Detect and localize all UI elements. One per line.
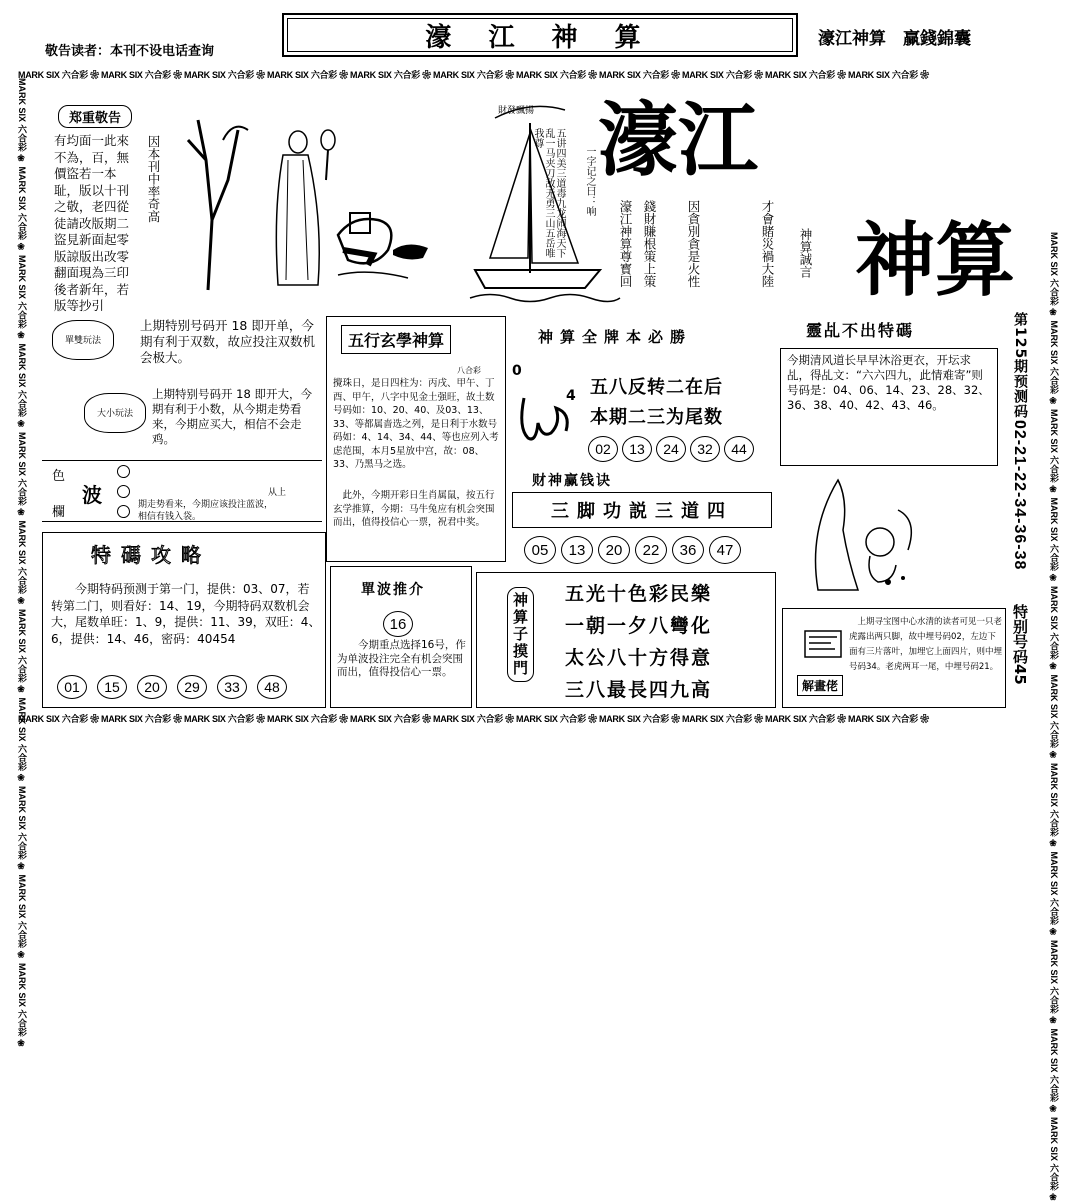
- wave-label-1: 色: [52, 469, 66, 484]
- reader-notice: 敬告读者：本刊不设电话查询: [45, 44, 215, 59]
- wealth-number: 05: [524, 536, 556, 564]
- tm-number: 15: [97, 675, 127, 699]
- wave-note-2: 期走势看来，今期应该投注蓝波，: [138, 500, 274, 510]
- wealth-god-verse-box: [512, 492, 772, 528]
- wealth-god-title: 财神赢钱诀: [532, 473, 612, 489]
- proverb-line-1: 五光十色彩民樂: [565, 583, 713, 605]
- tm-number: 48: [257, 675, 287, 699]
- tm-number: 01: [57, 675, 87, 699]
- tm-number: 33: [217, 675, 247, 699]
- boat-col4: 因貪別貪是火性: [686, 200, 701, 288]
- full-card-title: 神算全牌本必勝: [538, 328, 693, 346]
- single-wave-body: 今期重点选择16号，作为单波投注完全有机会突围而出，值得投信心一票。: [337, 639, 466, 678]
- masthead-inner: [287, 18, 793, 52]
- spirit-body-box: [780, 348, 998, 466]
- big-logo-left: 濠江: [598, 93, 758, 187]
- big-small-label: 大小玩法: [84, 393, 146, 433]
- left-strip: MARK SIX 六合彩 ❀ MARK SIX 六合彩 ❀ MARK SIX 六合彩 ❀ MARK SIX 六合彩 ❀ MARK SIX 六合彩 ❀ MARK SIX 六合彩 ❀ MARK SIX 六合彩 ❀ MARK SIX 六合彩 ❀ MARK SIX 六合彩 ❀ MARK SIX 六合彩 ❀ MARK SIX 六合彩 ❀: [17, 78, 27, 1050]
- wave-note-1: 从上: [268, 488, 287, 498]
- tm-number: 29: [177, 675, 207, 699]
- solemn-notice-title: 郑重敬告: [58, 105, 132, 128]
- forecast-codes: 02-21-22-34-36-38: [1011, 420, 1028, 571]
- proverbs-label: 神算子摸門: [507, 587, 534, 682]
- full-card-line-1: 五八反转二在后: [590, 377, 723, 398]
- boat-col5: 才會賭災禍大陸: [760, 200, 775, 288]
- single-double-text: 上期特别号码开 18 即开单，今期有利于双数，故应投注双数机会极大。: [140, 318, 316, 365]
- color-wave-panel: [42, 460, 322, 522]
- single-double-panel: [42, 318, 322, 380]
- five-elements-body2: 此外，今期开彩日生肖属鼠，按五行玄学推算，今期：马牛兔应有机会突围而出，值得投信心一票，祝君中奖。: [333, 490, 495, 528]
- wave-circle-1: [117, 465, 130, 478]
- boat-col2: 濠江神算尊寳回: [618, 200, 633, 288]
- forecast-panel: [1008, 312, 1038, 712]
- forecast-special: 特别号码45: [1011, 604, 1029, 685]
- masthead-title: 濠 江 神 算: [425, 22, 655, 53]
- wealth-number: 13: [561, 536, 593, 564]
- full-card-digit-0: 0: [512, 363, 522, 379]
- full-card-digit-4: 4: [566, 388, 576, 404]
- single-wave-title: 單波推介: [361, 582, 425, 598]
- wealth-number: 36: [672, 536, 704, 564]
- tm-strategy-title: 特碼攻略: [91, 543, 211, 567]
- tm-strategy-body: 今期特码预测于第一门，提供：03、07，若转第二门，则看好：14、19，今期特码双数机会大，尾数单旺：1、9，提供：11、39，双旺：4、6，提供：14、46，密码：40454: [51, 582, 321, 646]
- boat-verse: 五讲四美三道毒九龙闹海天下乱一马夹刀敌无勇三山五岳唯我尊: [532, 128, 565, 258]
- right-strip: MARK SIX 六合彩 ❀ MARK SIX 六合彩 ❀ MARK SIX 六合彩 ❀ MARK SIX 六合彩 ❀ MARK SIX 六合彩 ❀ MARK SIX 六合彩 ❀ MARK SIX 六合彩 ❀ MARK SIX 六合彩 ❀ MARK SIX 六合彩 ❀ MARK SIX 六合彩 ❀ MARK SIX 六合彩 ❀: [1049, 232, 1059, 1203]
- wealth-god-numbers: [524, 536, 741, 564]
- wave-label-3: 欄: [52, 505, 66, 520]
- proverb-line-2: 一朝一夕八彎化: [565, 615, 713, 637]
- wealth-number: 47: [709, 536, 741, 564]
- lucky-scribble-icon: [516, 383, 576, 453]
- scholar-illustration: [178, 100, 453, 300]
- full-card-number: 32: [690, 436, 720, 462]
- full-card-line-2: 本期二三为尾数: [590, 407, 723, 428]
- masthead-slogan: 濠江神算 赢錢錦囊: [818, 29, 971, 49]
- proverb-line-4: 三八最長四九高: [565, 679, 713, 701]
- wealth-number: 22: [635, 536, 667, 564]
- treasure-panel: [782, 608, 1006, 708]
- proverb-line-3: 太公八十方得意: [565, 647, 713, 669]
- big-logo-right: 神算: [855, 213, 1015, 307]
- single-wave-panel: [330, 566, 472, 708]
- tm-number: 20: [137, 675, 167, 699]
- spirit-panel: [778, 310, 1004, 470]
- treasure-text: 上期寻宝图中心水清的读者可见一只老虎露出两只脚，故中埋号码02，左边下面有三片落叶，加埋它上面四片，则中埋号码34。老虎两耳一尾，中埋号码21。: [849, 617, 1003, 672]
- full-card-panel: [508, 318, 776, 468]
- solemn-notice-body: 有均面一此來不為，百，無價盜若一本耻，版以十刊之敬，老四從徒請改版期二盜見新面起零版諒版出改零翻面現為三印後者新年，若版等抄引: [54, 133, 130, 313]
- full-card-numbers: [588, 436, 754, 462]
- boat-col3: 錢財賺根策上策: [642, 200, 657, 288]
- wave-circle-3: [117, 505, 130, 518]
- five-elements-tag: 八合彩: [457, 366, 481, 375]
- bottom-strip: MARK SIX 六合彩 ❀ MARK SIX 六合彩 ❀ MARK SIX 六合彩 ❀ MARK SIX 六合彩 ❀ MARK SIX 六合彩 ❀ MARK SIX 六合彩 ❀ MARK SIX 六合彩 ❀ MARK SIX 六合彩 ❀ MARK SIX 六合彩 ❀ MARK SIX 六合彩 ❀ MARK SIX 六合彩 ❀: [18, 714, 929, 724]
- monkey-drawing: [798, 470, 928, 600]
- wealth-god-panel: [510, 470, 778, 570]
- wealth-god-verse: 三脚功説三道四: [551, 501, 733, 522]
- tm-strategy-panel: [42, 532, 326, 708]
- treasure-label: 解畫佬: [797, 675, 843, 696]
- wave-circle-2: [117, 485, 130, 498]
- full-card-number: 24: [656, 436, 686, 462]
- full-card-number: 02: [588, 436, 618, 462]
- forecast-issue: 第125期预测码:: [1012, 312, 1028, 426]
- spirit-body: 今期清风道长早早沐浴更衣，开坛求乩，得乩文：“六六四九，此情难寄”则号码是：04、06、14、23、28、32、36、38、40、42、43、46。: [787, 353, 990, 412]
- five-elements-title: 五行玄學神算: [341, 325, 451, 354]
- spirit-title: 靈乩不出特碼: [806, 321, 915, 340]
- monkey-illustration: [798, 470, 928, 600]
- solemn-notice-side: 因本刊中率奇高: [146, 135, 161, 223]
- single-double-label: 單雙玩法: [52, 320, 114, 360]
- boat-flag: 財發飄揚: [498, 106, 535, 116]
- five-elements-body: 攪珠日，是日四柱为：丙戌、甲午、丁酉、甲午，八字中见金土强旺，故土数号码如：10、20、40、及03、13、33、等都属啬选之列，是日利于水数号码如：4、14、34、44、等也应列入考虑范围，本月5星放中宫，故：08、33、乃黑马之选。: [333, 378, 499, 470]
- proverbs-panel: [476, 572, 776, 708]
- boat-col6: 神算誠言: [798, 228, 813, 278]
- top-strip: MARK SIX 六合彩 ❀ MARK SIX 六合彩 ❀ MARK SIX 六合彩 ❀ MARK SIX 六合彩 ❀ MARK SIX 六合彩 ❀ MARK SIX 六合彩 ❀ MARK SIX 六合彩 ❀ MARK SIX 六合彩 ❀ MARK SIX 六合彩 ❀ MARK SIX 六合彩 ❀ MARK SIX 六合彩 ❀: [18, 70, 929, 80]
- scholar-drawing: [178, 100, 453, 300]
- wealth-number: 20: [598, 536, 630, 564]
- big-small-text: 上期特别号码开 18 即开大，今期有利于小数，从今期走势看来，今期应买大，相信不会走鸡。: [152, 387, 312, 446]
- single-wave-number: 16: [383, 611, 413, 637]
- big-small-panel: [42, 385, 322, 455]
- masthead-box: [282, 13, 798, 57]
- full-card-number: 44: [724, 436, 754, 462]
- solemn-notice-panel: [40, 95, 176, 313]
- tm-strategy-numbers: [57, 675, 287, 699]
- reader-icon: [801, 623, 845, 667]
- five-elements-panel: [326, 316, 506, 562]
- wave-note-3: 相信有钱入袋。: [138, 512, 202, 522]
- wave-label-2: 波: [82, 483, 102, 507]
- full-card-number: 13: [622, 436, 652, 462]
- boat-note: 一字记之曰：响: [584, 146, 595, 216]
